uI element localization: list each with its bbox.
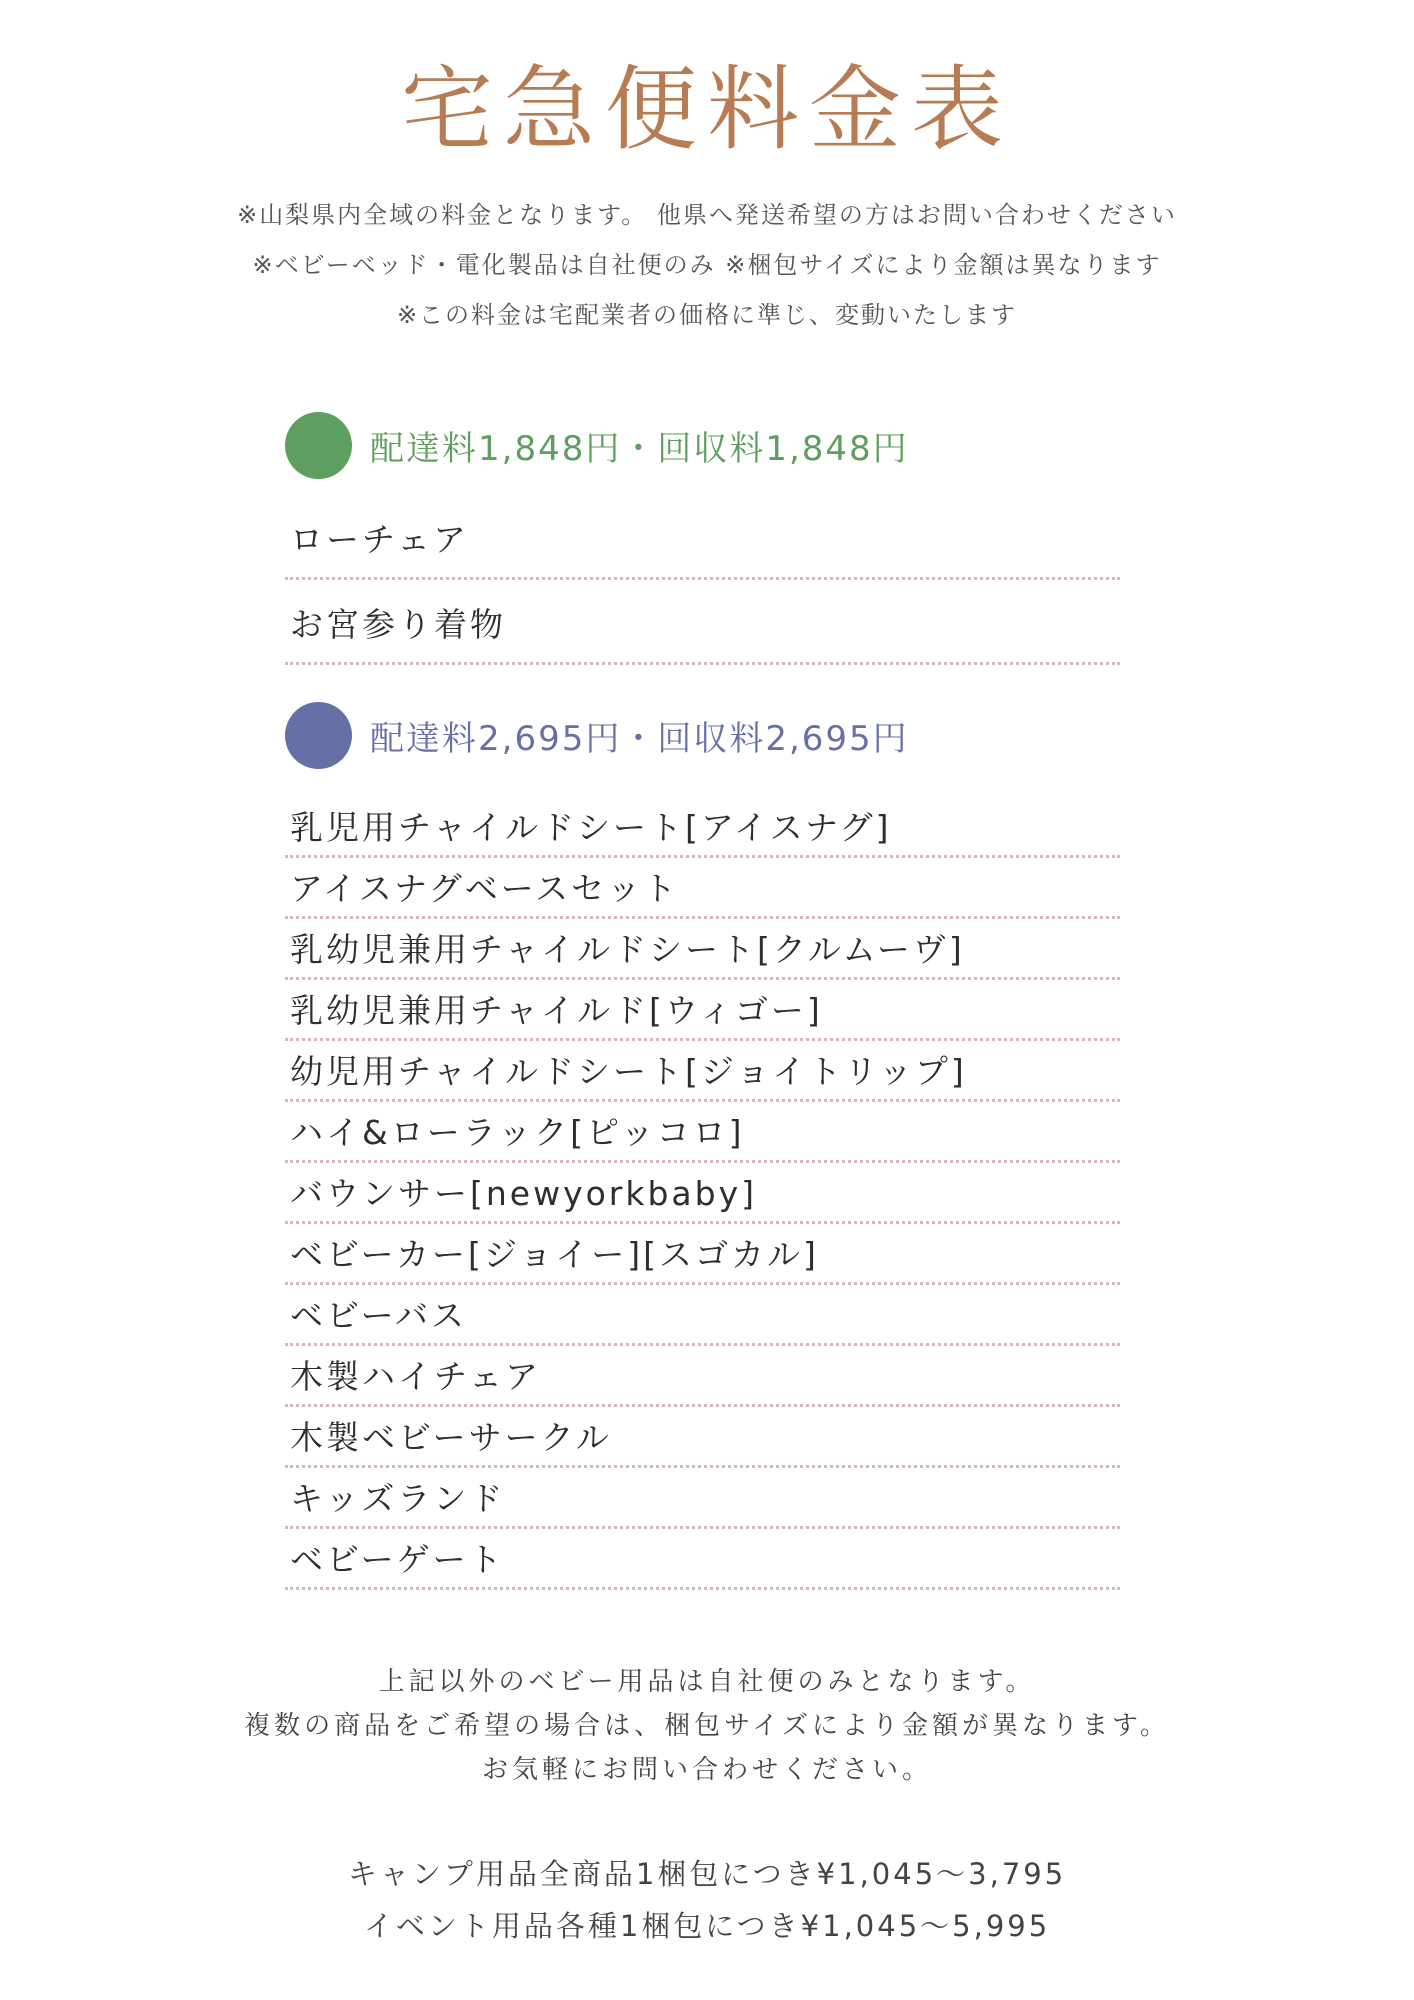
- footer-line-2: 複数の商品をご希望の場合は、梱包サイズにより金額が異なります。: [244, 1711, 1170, 1741]
- section-2-heading: [285, 700, 909, 770]
- list-item: キッズランド: [285, 1468, 1120, 1529]
- list-item: お宮参り着物: [285, 580, 1120, 665]
- camp-price-line: キャンプ用品全商品1梱包につき¥1,045〜3,795: [347, 1857, 1067, 1891]
- list-item: 乳児用チャイルドシート[アイスナグ]: [285, 797, 1120, 858]
- list-item: バウンサー[newyorkbaby]: [285, 1163, 1120, 1224]
- list-item: ベビーカー[ジョイー][スゴカル]: [285, 1224, 1120, 1285]
- blue-dot-icon: [285, 702, 352, 769]
- list-item: ローチェア: [285, 495, 1120, 580]
- page-title: 宅急便料金表: [400, 56, 1013, 163]
- list-item: 乳幼児兼用チャイルド[ウィゴー]: [285, 980, 1120, 1041]
- footer-line-1: 上記以外のベビー用品は自社便のみとなります。: [378, 1667, 1036, 1697]
- note-line-2: ※ベビーベッド・電化製品は自社便のみ ※梱包サイズにより金額は異なります: [252, 251, 1162, 279]
- list-item: アイスナグベースセット: [285, 858, 1120, 919]
- event-price-line: イベント用品各種1梱包につき¥1,045〜5,995: [363, 1909, 1051, 1943]
- section-2-item-list: [285, 797, 1120, 1590]
- section-1-heading-text: 配達料1,848円・回収料1,848円: [370, 428, 909, 469]
- section-1-heading: [285, 410, 909, 480]
- note-line-1: ※山梨県内全域の料金となります。 他県へ発送希望の方はお問い合わせください: [237, 201, 1177, 229]
- section-2-heading-text: 配達料2,695円・回収料2,695円: [370, 718, 909, 759]
- green-dot-icon: [285, 412, 352, 479]
- list-item: 木製ハイチェア: [285, 1346, 1120, 1407]
- footer-line-3: お気軽にお問い合わせください。: [481, 1755, 932, 1785]
- list-item: 乳幼児兼用チャイルドシート[クルムーヴ]: [285, 919, 1120, 980]
- list-item: ハイ&ローラック[ピッコロ]: [285, 1102, 1120, 1163]
- list-item: 木製ベビーサークル: [285, 1407, 1120, 1468]
- list-item: ベビーバス: [285, 1285, 1120, 1346]
- list-item: 幼児用チャイルドシート[ジョイトリップ]: [285, 1041, 1120, 1102]
- list-item: ベビーゲート: [285, 1529, 1120, 1590]
- note-line-3: ※この料金は宅配業者の価格に準じ、変動いたします: [396, 301, 1018, 329]
- section-1-item-list: [285, 495, 1120, 665]
